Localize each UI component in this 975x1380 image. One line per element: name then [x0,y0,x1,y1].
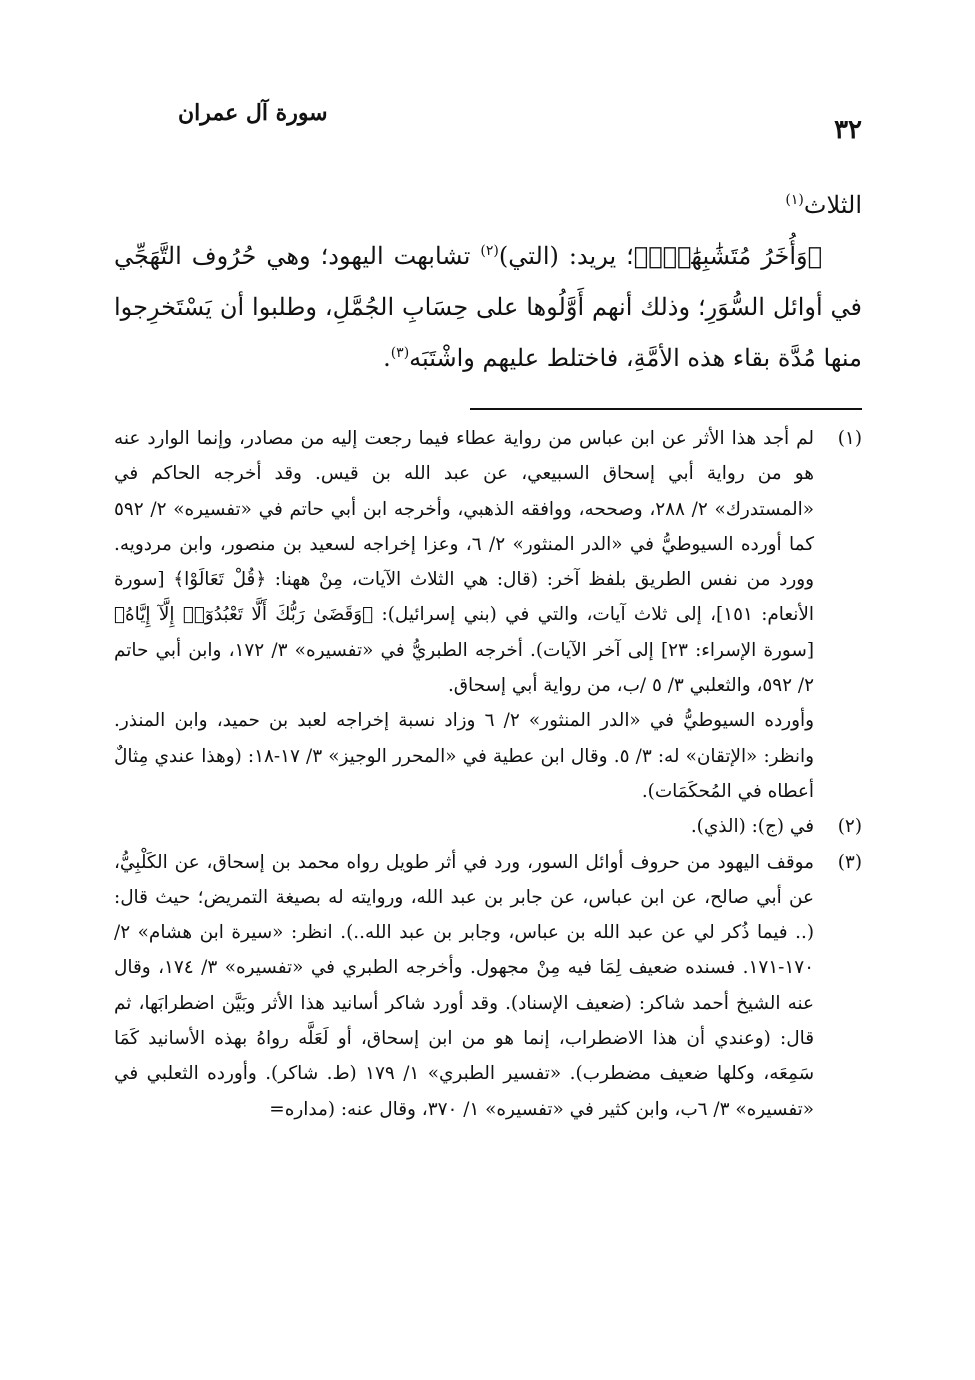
footnote-1 [114,421,862,809]
footnote-2 [114,809,862,844]
footnote-paragraph: لم أجد هذا الأثر عن ابن عباس من رواية عطاء فيما رجعت إليه من مصادر، وإنما الوارد عنه هو من رواية أبي إسحاق السبيعي، عن عبد الله بن قيس. وقد أخرجه الحاكم في «المستدرك» ٢/ ٢٨٨، وصححه، ووافقه الذهبي، وأخرجه ابن أبي حاتم في «تفسيره» ٢/ ٥٩٢ كما أورده السيوطيُّ في «الدر المنثور» ٢/ ٦، وعزا إخراجه لسعيد بن منصور، وابن مردويه. وورد من نفس الطريق بلفظ آخر: (قال: هي الثلاث الآيات، مِنْ ههنا: ﴿قُلْ تَعَالَوْا﴾ [سورة الأنعام: ١٥١]، إلى ثلاث آيات، والتي في (بني إسرائيل): ﴿وَقَضَىٰ رَبُّكَ أَلَّا تَعْبُدُوٓا۟ إِلَّآ إِيَّاهُ﴾ [سورة الإسراء: ٢٣] إلى آخر الآيات). أخرجه الطبريُّ في «تفسيره» ٣/ ١٧٢، وابن أبي حاتم ٢/ ٥٩٢، والثعلبي ٣/ ٥ /ب، من رواية أبي إسحاق. [114,428,815,697]
page-number: ٣٢ [834,115,862,145]
footnote-3 [114,845,862,1127]
footnote-paragraph: موقف اليهود من حروف أوائل السور، ورد في أثر طويل رواه محمد بن إسحاق، عن الكَلْبِيُّ، عن أبي صالح، عن ابن عباس، عن جابر بن عبد الله، وروايته له بصيغة التمريض؛ حيث قال: (.. فيما ذُكر لي عن عبد الله بن عباس، وجابر بن عبد الله..). انظر: «سيرة ابن هشام» ٢/ ١٧٠-١٧١. فسنده ضعيف لِمَا فيه مِنْ مجهول. وأخرجه الطبري في «تفسيره» ٣/ ١٧٤، وقال عنه الشيخ أحمد شاكر: (ضعيف الإسناد). وقد أورد شاكر أسانيد هذا الأثر وبَيَّن اضطرابَها، ثم قال: (وعندي أن هذا الاضطراب، إنما هو من ابن إسحاق، أو لَعَلَّه رواهُ بهذه الأسانيد كَمَا سَمِعَه، وكلها ضعيف مضطرب). «تفسير الطبري» ١/ ١٧٩ (ط. شاكر). وأورده الثعلبي في «تفسيره» ٣/ ٦ب، وابن كثير في «تفسيره» ١/ ٣٧٠، وقال عنه: (مداره= [114,851,815,1120]
footnotes [114,421,862,1127]
footnote-ref-1: (١) [785,192,804,208]
footnote-number: (١) [837,428,862,449]
main-text-segment: . [383,344,391,372]
main-paragraph-1 [114,180,862,231]
footnote-ref-2: (٢) [480,243,499,259]
footnote-paragraph: وأورده السيوطيُّ في «الدر المنثور» ٢/ ٦ وزاد نسبة إخراجه لعبد بن حميد، وابن المنذر. وانظر: «الإتقان» له: ٣/ ٥. وقال ابن عطية في «المحرر الوجيز» ٣/ ١٧-١٨: (وهذا عندي مِثالٌ أعطاه في المُحكَمَات). [114,710,815,802]
main-paragraph-2 [114,231,862,384]
footnote-paragraph: في (ج): (الذي). [690,816,814,838]
footnote-separator [470,408,862,410]
running-header-surah-title: سورة آل عمران [178,100,328,126]
main-text-line: الثلاث [803,191,862,219]
footnote-number: (٢) [837,816,862,838]
main-text-segment: تشابهت اليهود؛ وهي حُرُوف التَّهَجِّي في أوائل السُّوَرِ؛ وذلك أنهم أَوَّلُوها على حِسَابِ الجُمَّلِ، وطلبوا أن يَسْتَخرِجوا منها مُدَّة بقاء هذه الأمَّةِ، فاختلط عليهم واشْتَبَه [114,242,862,372]
main-text [114,180,862,384]
footnote-number: (٣) [837,851,862,873]
main-text-segment: ﴿وَأُخَرُ مُتَشَٰبِهَٰتٌۖ﴾؛ يريد: (التي) [498,242,822,270]
footnote-ref-3: (٣) [390,345,410,361]
